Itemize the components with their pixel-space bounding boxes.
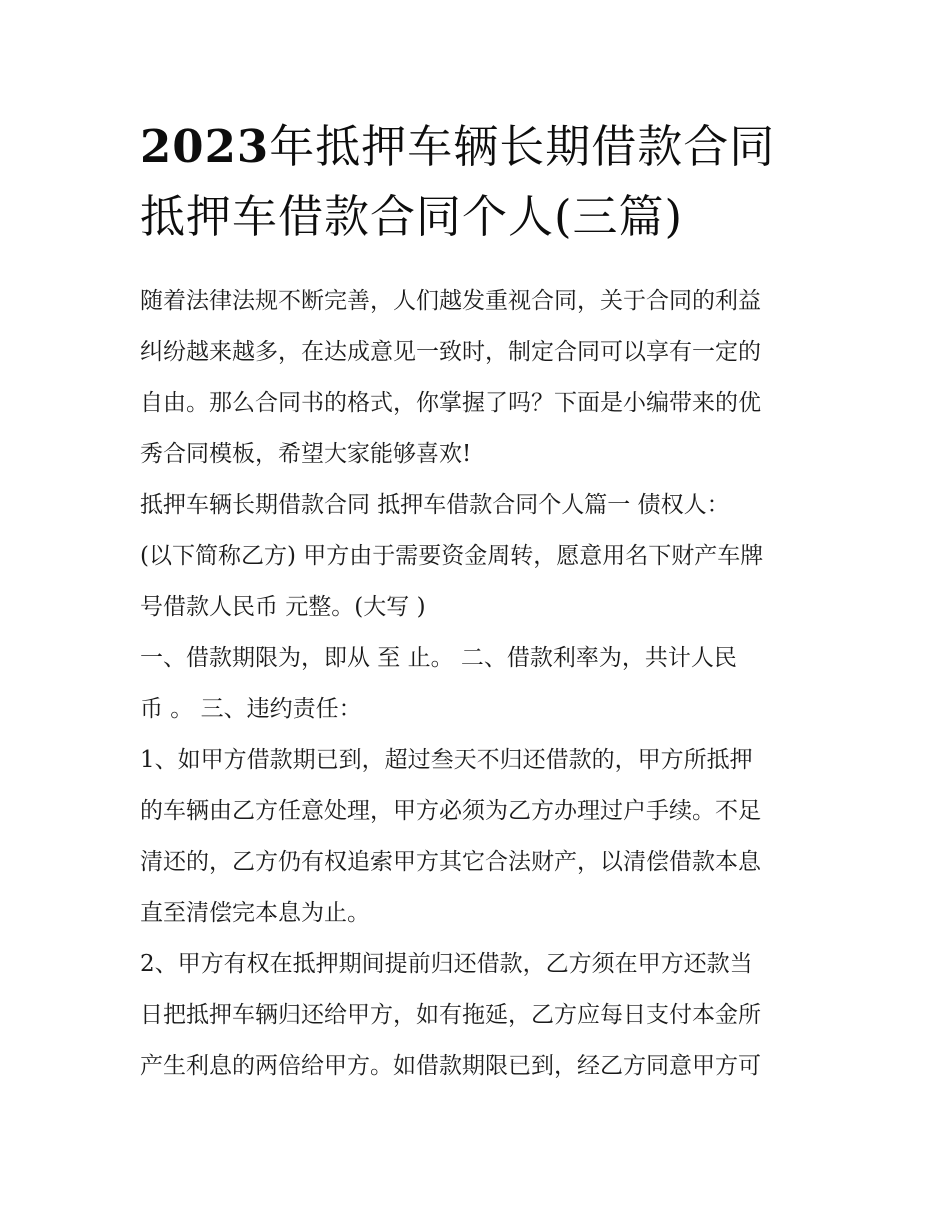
body-line: 号借款人民币 元整。(大写 ) [140,594,426,620]
body-line: 抵押车辆长期借款合同 抵押车借款合同个人篇一 债权人： [140,492,730,518]
body-line: 币 。 三、违约责任： [140,696,362,722]
document-title [140,112,820,252]
body-line: 直至清偿完本息为止。 [140,900,370,926]
body-line: 产生利息的两倍给甲方。如借款期限已到，经乙方同意甲方可 [140,1053,761,1079]
body-line: 的车辆由乙方任意处理，甲方必须为乙方办理过户手续。不足 [140,798,761,824]
document-body [140,276,820,1092]
title-year: 2023 [140,120,270,173]
body-line: 1、如甲方借款期已到，超过叁天不归还借款的，甲方所抵押 [140,747,753,773]
body-line: 纠纷越来越多，在达成意见一致时，制定合同可以享有一定的 [140,339,761,365]
body-line: 一、借款期限为，即从 至 止。 二、借款利率为，共计人民 [140,645,737,671]
title-line-1-text: 年抵押车辆长期借款合同 [269,120,776,173]
title-line-1 [140,112,820,182]
body-line: 2、甲方有权在抵押期间提前归还借款，乙方须在甲方还款当 [140,951,753,977]
body-line: (以下简称乙方) 甲方由于需要资金周转，愿意用名下财产车牌 [140,543,764,569]
body-line: 清还的，乙方仍有权追索甲方其它合法财产，以清偿借款本息 [140,849,761,875]
body-line: 日把抵押车辆归还给甲方，如有拖延，乙方应每日支付本金所 [140,1002,761,1028]
body-line: 自由。那么合同书的格式，你掌握了吗？下面是小编带来的优 [140,390,761,416]
body-line: 秀合同模板，希望大家能够喜欢! [140,441,472,467]
body-line: 随着法律法规不断完善，人们越发重视合同，关于合同的利益 [140,288,761,314]
title-line-2: 抵押车借款合同个人(三篇) [140,190,684,243]
